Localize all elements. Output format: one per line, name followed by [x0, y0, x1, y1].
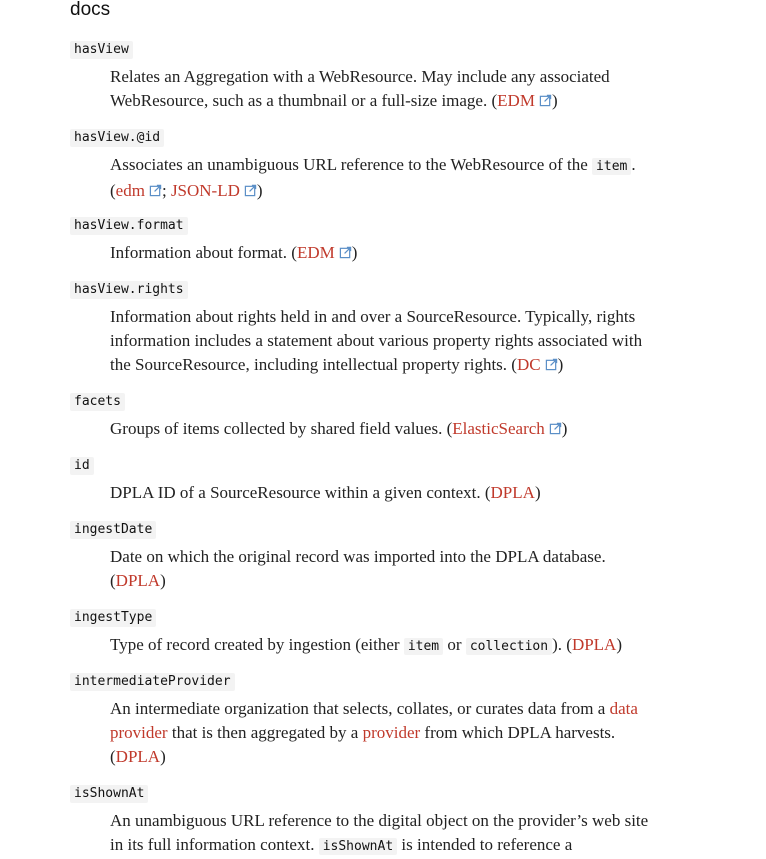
desc-hasview-rights: Information about rights held in and over a SourceResource. Typically, rights information includes a statement about various property rights associated with the SourceResource, including intellectual property rights. (DC ) — [110, 307, 643, 374]
desc-text: Information about format. — [110, 243, 288, 262]
external-link-icon — [539, 94, 552, 107]
entry-hasview — [70, 40, 670, 113]
link-provider[interactable]: provider — [362, 723, 421, 742]
term-hasview: hasView — [70, 41, 133, 59]
link-edm[interactable]: EDM — [497, 91, 552, 110]
entry-facets — [70, 392, 670, 441]
desc-hasview: Relates an Aggregation with a WebResource. May include any associated WebResource, such as a thumbnail or a full-size image. (EDM ) — [110, 67, 610, 110]
link-elasticsearch[interactable]: ElasticSearch — [452, 419, 562, 438]
external-link-icon — [149, 184, 162, 197]
term-facets: facets — [70, 393, 125, 411]
desc-id: DPLA ID of a SourceResource within a given context. (DPLA) — [110, 483, 541, 502]
desc-text: Relates an Aggregation with a WebResource. May include any associated WebResource, such as a thumbnail or a full-size image. — [110, 67, 610, 110]
desc-hasview-id: Associates an unambiguous URL reference to the WebResource of the item . (edm ; JSON-LD ) — [110, 155, 636, 200]
entry-id — [70, 456, 670, 505]
desc-ingesttype: Type of record created by ingestion (either item or collection ). (DPLA) — [110, 635, 623, 654]
code-isshownat: isShownAt — [319, 838, 397, 855]
external-link-icon — [549, 422, 562, 435]
section-heading: docs — [70, 0, 111, 20]
term-id: id — [70, 457, 94, 475]
term-hasview-id: hasView.@id — [70, 129, 164, 147]
entry-intermediateprovider — [70, 672, 670, 769]
desc-text: Date on which the original record was imported into the DPLA database. — [110, 547, 606, 566]
link-data-provider[interactable]: data provider — [110, 699, 638, 742]
code-item: item — [592, 158, 631, 175]
term-intermediateprovider: intermediateProvider — [70, 673, 235, 691]
desc-text: Information about rights held in and over a SourceResource. Typically, rights information includes a statement about various property rights associated with the SourceResource, including intellectual property rights. — [110, 307, 643, 374]
link-dpla[interactable]: DPLA — [115, 571, 161, 590]
desc-facets: Groups of items collected by shared field values. (ElasticSearch ) — [110, 419, 568, 438]
entry-hasview-rights — [70, 280, 670, 377]
term-isshownat: isShownAt — [70, 785, 148, 803]
code-item: item — [404, 638, 443, 655]
code-collection: collection — [466, 638, 552, 655]
desc-ingestdate: Date on which the original record was imported into the DPLA database. (DPLA) — [110, 547, 606, 590]
entry-hasview-format — [70, 216, 670, 265]
entry-hasview-id — [70, 128, 670, 203]
desc-hasview-format: Information about format. (EDM ) — [110, 243, 358, 262]
entry-ingestdate — [70, 520, 670, 593]
term-hasview-rights: hasView.rights — [70, 281, 188, 299]
external-link-icon — [545, 358, 558, 371]
link-dc[interactable]: DC — [517, 355, 558, 374]
desc-text: Groups of items collected by shared field values. — [110, 419, 443, 438]
desc-intermediateprovider: An intermediate organization that selects, collates, or curates data from a data provider that is then aggregated by a provider from which DPLA harvests. (DPLA) — [110, 699, 638, 766]
link-dpla[interactable]: DPLA — [115, 747, 161, 766]
link-edm[interactable]: edm — [116, 181, 162, 200]
desc-isshownat: An unambiguous URL reference to the digital object on the provider’s web site in its full information context. isShownAt is intended to reference a — [110, 811, 649, 854]
external-link-icon — [339, 246, 352, 259]
link-json-ld[interactable]: JSON-LD — [171, 181, 257, 200]
term-hasview-format: hasView.format — [70, 217, 188, 235]
entry-isshownat — [70, 784, 670, 859]
desc-text: DPLA ID of a SourceResource within a given context. — [110, 483, 481, 502]
term-ingestdate: ingestDate — [70, 521, 156, 539]
link-dpla[interactable]: DPLA — [490, 483, 535, 502]
term-ingesttype: ingestType — [70, 609, 156, 627]
desc-text: Associates an unambiguous URL reference to the WebResource of the — [110, 155, 588, 174]
link-dpla[interactable]: DPLA — [571, 635, 617, 654]
link-edm[interactable]: EDM — [297, 243, 352, 262]
external-link-icon — [244, 184, 257, 197]
entry-ingesttype — [70, 608, 670, 659]
